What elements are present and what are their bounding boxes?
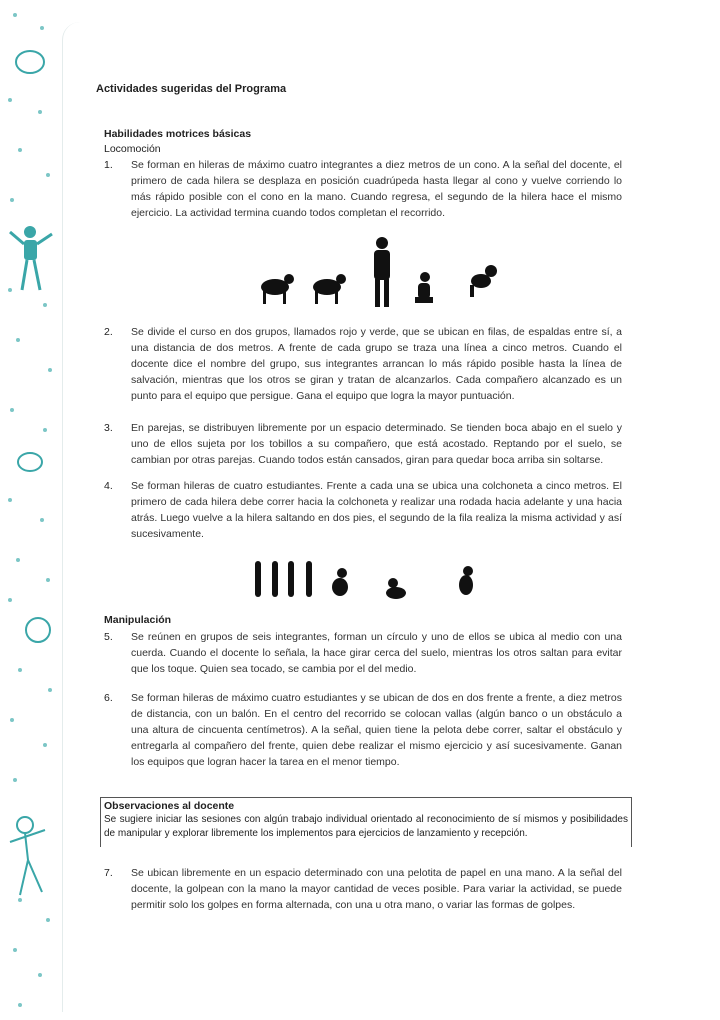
item-number: 4. [104, 480, 113, 492]
item-text: Se divide el curso en dos grupos, llamados rojo y verde, que se ubican en filas, de espaldas entre sí, a una distancia de dos metros. A frente de cada grupo se traza una línea a cinco metros. Cuando el docente dice el nombre del grupo, sus integrantes arrancan lo más rápido posible hasta la línea de salvación, mientras que los otros se giran y tratan de alcanzarlos. Cada compañero alcanzado es un punto para el equipo que persigue. Gana el equipo que logra la mayor puntuación. [131, 326, 622, 402]
activity-item [104, 629, 622, 677]
subsection-heading: Locomoción [104, 143, 161, 155]
activity-item [104, 865, 622, 913]
activity-item [104, 324, 622, 404]
activity-item [104, 420, 622, 468]
activity-item [104, 157, 622, 221]
item-text: En parejas, se distribuyen libremente por un espacio determinado. Se tienden boca abajo en el suelo y uno de ellos sujeta por los tobillos a su compañero, que está acostado. Reptando por el suelo, se cambian por otras parejas. Cuando todos están cansados, giran para quedar boca arriba sin soltarse. [131, 422, 622, 466]
item-number: 6. [104, 692, 113, 704]
page-title: Actividades sugeridas del Programa [96, 83, 287, 95]
subsection-heading: Manipulación [104, 614, 172, 626]
teacher-notes-box [100, 797, 632, 847]
section-heading: Habilidades motrices básicas [104, 128, 252, 140]
item-text: Se reúnen en grupos de seis integrantes, forman un círculo y uno de ellos se ubica al medio con una cuerda. Cuando el docente lo señala, la hace girar cerca del suelo, mientras los otros saltan para evitar que los toque. Quien sea tocado, se cambia por el del medio. [131, 631, 622, 675]
activity-item [104, 478, 622, 542]
decorative-border [0, 0, 70, 1020]
item-number: 5. [104, 631, 113, 643]
item-text: Se forman hileras de máximo cuatro estudiantes y se ubican de dos en dos frente a frente, a diez metros de distancia, con un balón. En el centro del recorrido se colocan vallas (algún banco o un obstáculo a una altura de cincuenta centímetros). A la señal, quien tiene la pelota debe correr, saltar el obstáculo y entregarla al compañero del frente, quien debe realizar el mismo ejercicio y así sucesivamente. Ganan los equipos que logran hacer la tarea en el menor tiempo. [131, 692, 622, 768]
locomotion-illustration [255, 235, 505, 315]
rolling-illustration [250, 555, 490, 605]
notes-title: Observaciones al docente [104, 800, 235, 812]
notes-text: Se sugiere iniciar las sesiones con algún trabajo individual orientado al reconocimiento de sí mismos y posibilidades de manipular y explorar libremente los implementos para ejercicios de lanzamiento y recepción. [104, 814, 628, 839]
item-text: Se ubican libremente en un espacio determinado con una pelotita de papel en una mano. A la señal del docente, la golpean con la mano la mayor cantidad de veces posible. Para variar la actividad, se puede permitir solo los golpes en forma alternada, con una u otra mano, o variar las formas de golpes. [131, 867, 622, 911]
item-text: Se forman en hileras de máximo cuatro integrantes a diez metros de un cono. A la señal del docente, el primero de cada hilera se desplaza en posición cuadrúpeda hasta llegar al cono y vuelve corriendo lo más rápido posible con el cono en la mano. Cuando regresa, el segundo de la hilera hace el mismo ejercicio. La actividad termina cuando todos completan el recorrido. [131, 159, 622, 219]
activity-item [104, 690, 622, 770]
item-number: 3. [104, 422, 113, 434]
item-number: 2. [104, 326, 113, 338]
item-text: Se forman hileras de cuatro estudiantes. Frente a cada una se ubica una colchoneta a cinco metros. El primero de cada hilera debe correr hacia la colchoneta y realizar una rodada hacia adelante y una hacia atrás. Luego vuelve a la hilera saltando en dos pies, el segundo de la fila realiza la misma actividad y así sucesivamente. [131, 480, 622, 540]
item-number: 1. [104, 159, 113, 171]
child-figure-icon [10, 817, 45, 895]
child-figure-icon [10, 226, 52, 290]
item-number: 7. [104, 867, 113, 879]
